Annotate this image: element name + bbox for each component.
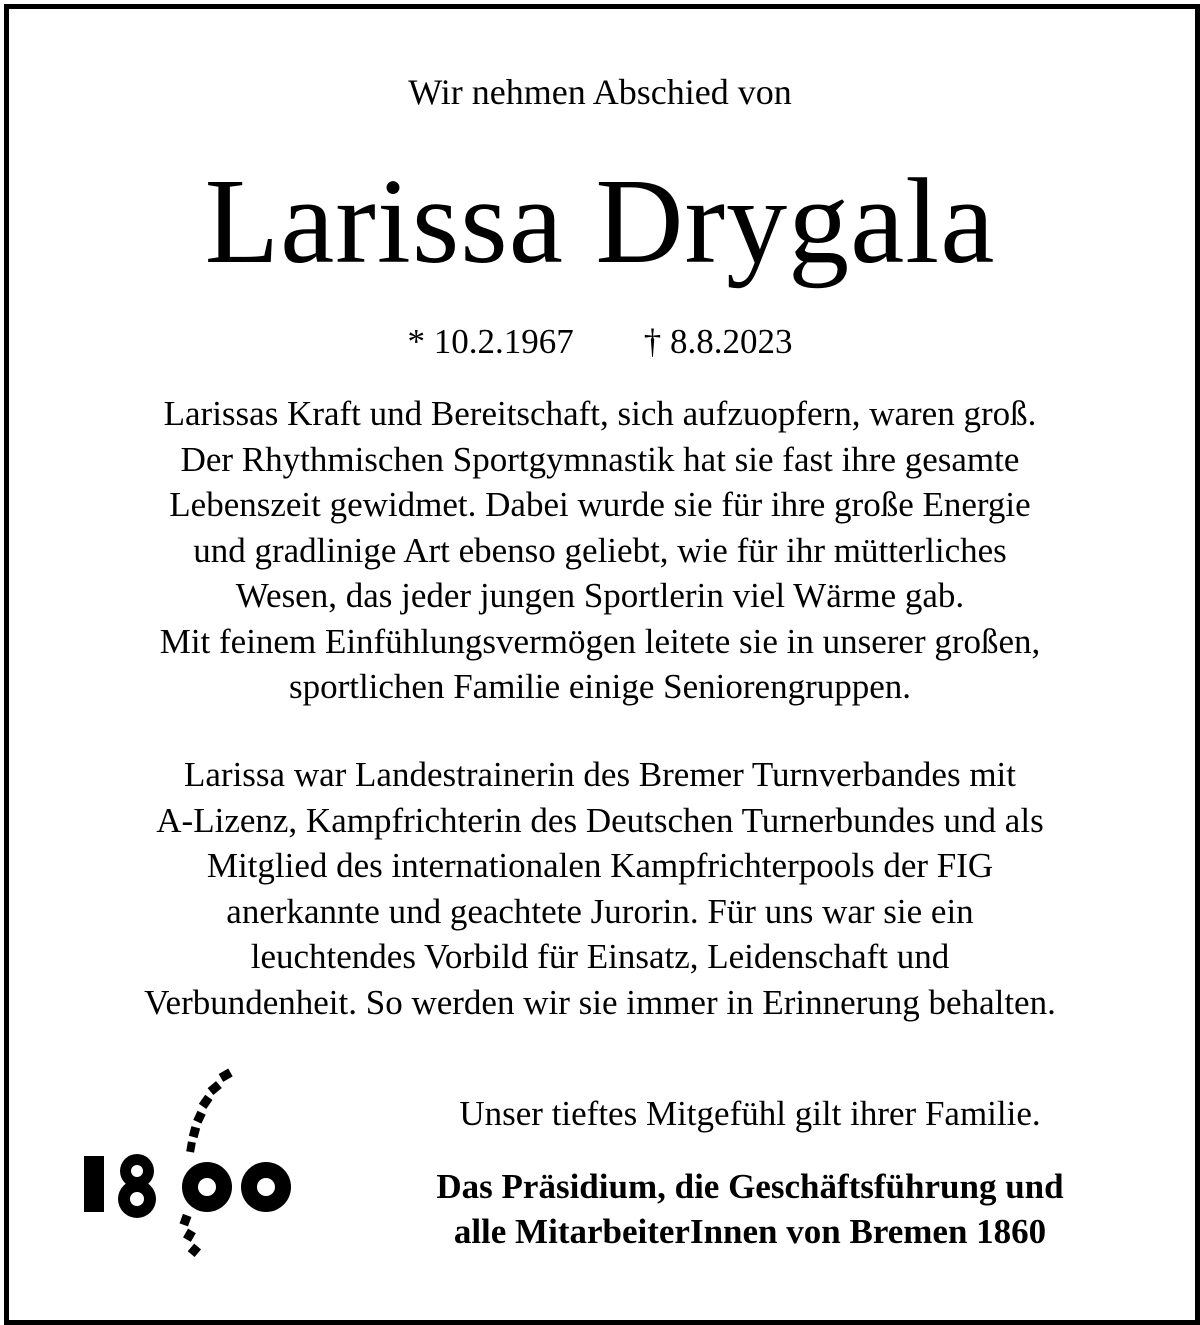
signature-line: alle MitarbeiterInnen von Bremen 1860 (453, 1212, 1047, 1251)
text-line: A-Lizenz, Kampfrichterin des Deutschen Turnerbundes und als (156, 800, 1044, 840)
signature-block (340, 1164, 1160, 1254)
text-line: leuchtendes Vorbild für Einsatz, Leidenschaft und (250, 937, 950, 976)
life-dates (0, 320, 1200, 364)
signature-line: Das Präsidium, die Geschäftsführung und (436, 1167, 1064, 1206)
text-line: Larissas Kraft und Bereitschaft, sich aufzuopfern, waren groß. (163, 394, 1037, 433)
text-line: Lebenszeit gewidmet. Dabei wurde sie für ihre große Energie (169, 485, 1031, 524)
paragraph-tribute (0, 391, 1200, 710)
sympathy-line: Unser tieftes Mitgefühl gilt ihrer Familie. (459, 1094, 1041, 1133)
text-line: Mitglied des internationalen Kampfrichterpools der FIG (206, 846, 994, 885)
text-line: Wesen, das jeder jungen Sportlerin viel Wärme gab. (235, 576, 965, 615)
text-line: anerkannte und geachtete Jurorin. Für uns war sie ein (226, 891, 974, 931)
bremen-1860-logo (74, 1066, 304, 1266)
text-line: Mit feinem Einfühlungsvermögen leitete sie in unserer großen, (159, 621, 1041, 661)
intro-text: Wir nehmen Abschied von (408, 72, 792, 112)
text-line: und gradlinige Art ebenso geliebt, wie für ihr mütterliches (193, 530, 1007, 570)
birth-date: * 10.2.1967 (407, 322, 574, 361)
text-line: Larissa war Landestrainerin des Bremer Turnverbandes mit (184, 755, 1016, 794)
paragraph-career (0, 752, 1200, 1025)
deceased-name: Larissa Drygala (204, 154, 996, 289)
death-date: † 8.8.2023 (643, 322, 793, 361)
text-line: Der Rhythmischen Sportgymnastik hat sie fast ihre gesamte (180, 439, 1020, 479)
logo-graphic (74, 1066, 304, 1266)
text-line: Verbundenheit. So werden wir sie immer in Erinnerung behalten. (144, 982, 1056, 1022)
logo-text: 1860 (74, 1066, 76, 1067)
text-line: sportlichen Familie einige Seniorengruppen. (288, 667, 912, 706)
